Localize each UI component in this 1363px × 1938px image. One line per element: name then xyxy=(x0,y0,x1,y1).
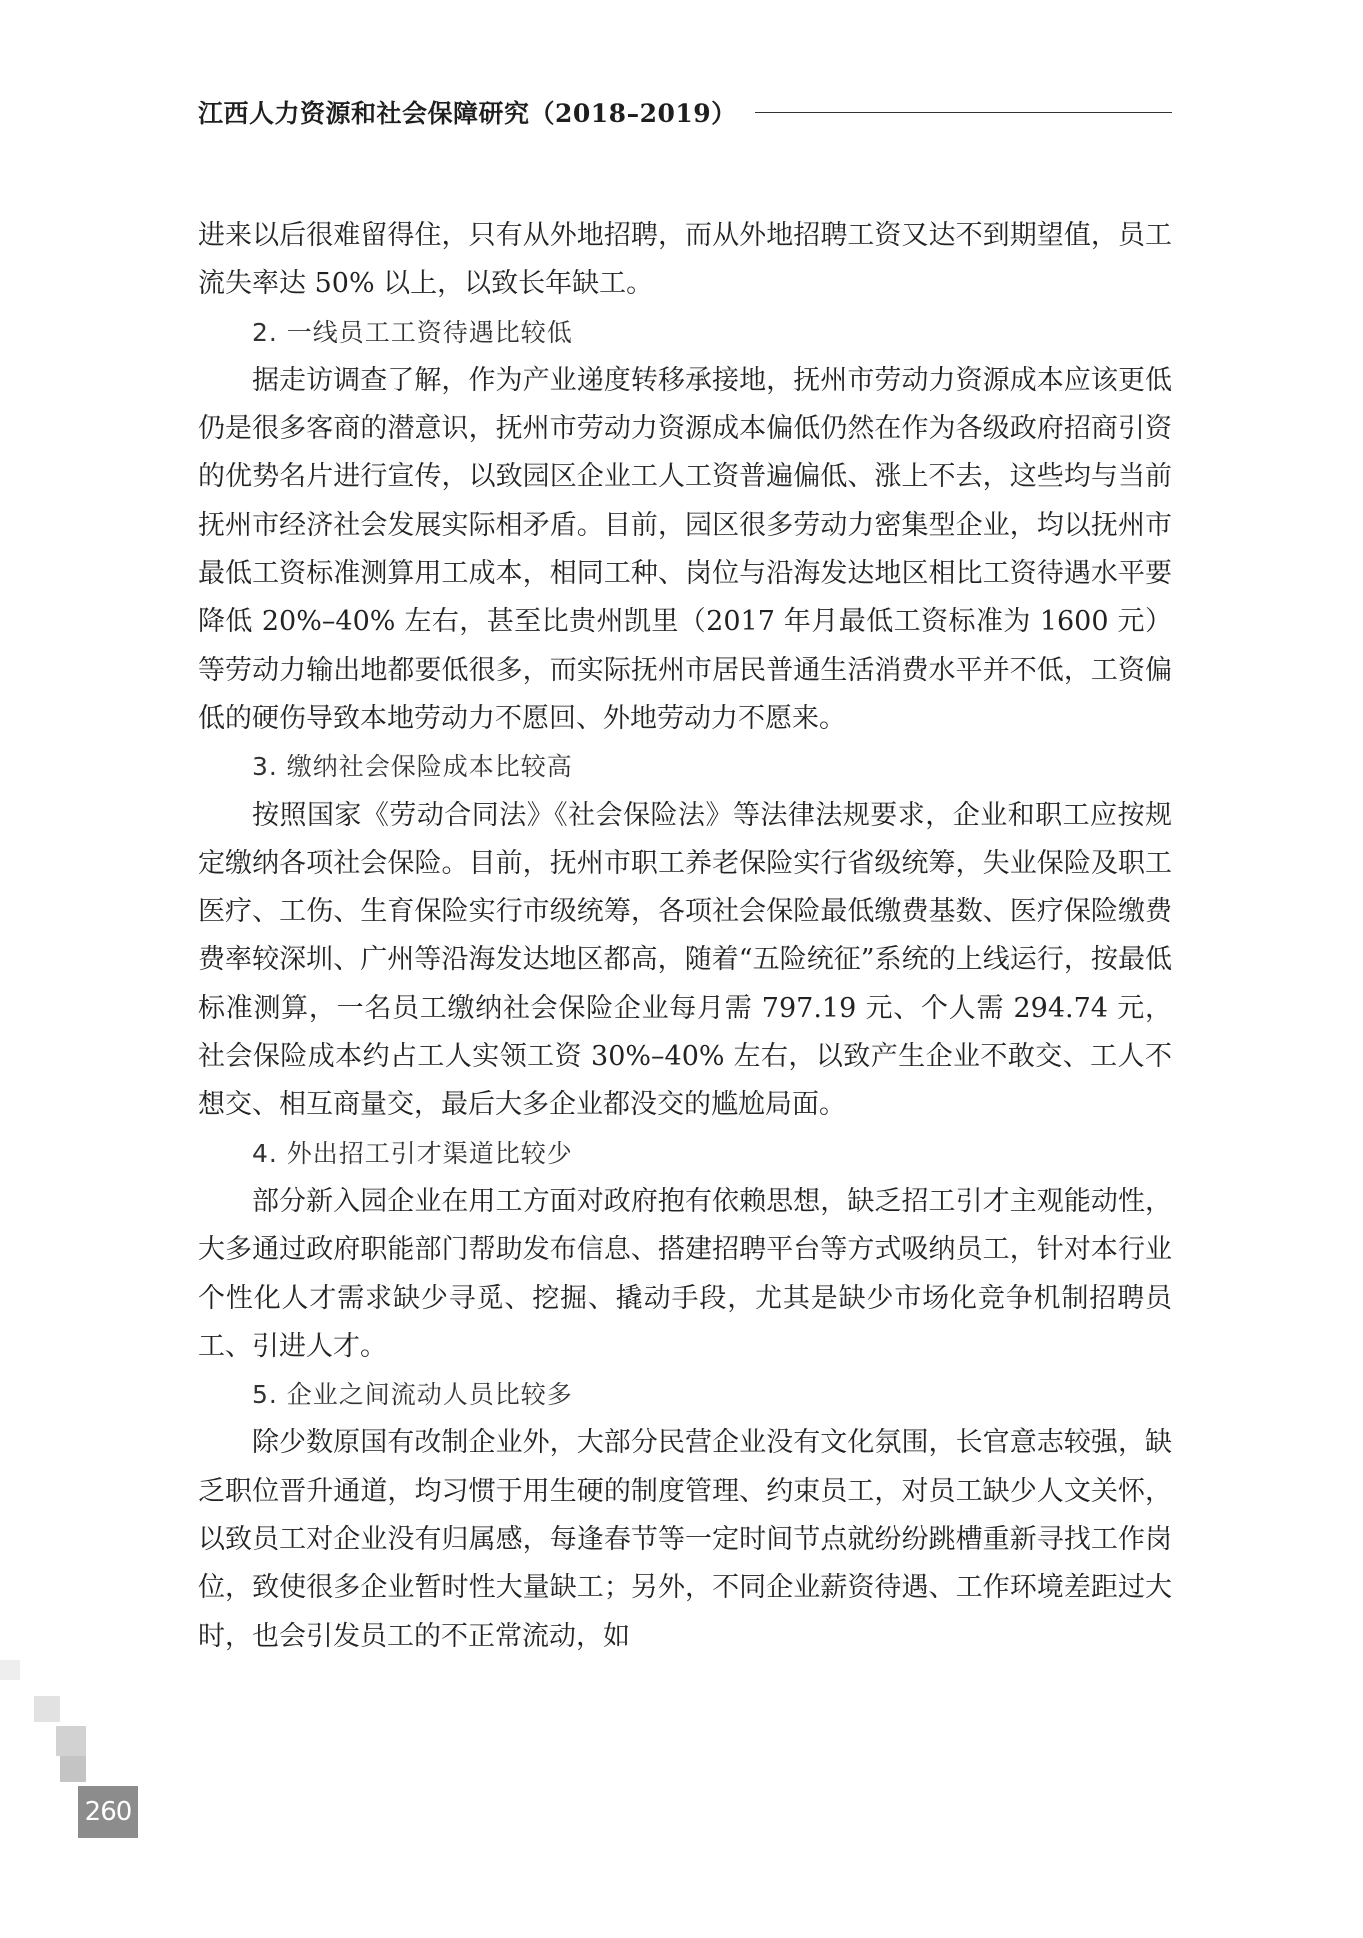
section-heading-3: 3. 缴纳社会保险成本比较高 xyxy=(252,752,573,782)
paragraph-4: 部分新入园企业在用工方面对政府抱有依赖思想，缺乏招工引才主观能动性，大多通过政府职能部门帮助发布信息、搭建招聘平台等方式吸纳员工，针对本行业个性化人才需求缺少寻觅、挖掘、撬动手段，尤其是缺少市场化竞争机制招聘员工、引进人才。 xyxy=(198,1185,1172,1362)
body-text xyxy=(198,212,1172,1661)
page-number: 260 xyxy=(78,1786,138,1838)
book-title: 江西人力资源和社会保障研究（2018–2019） xyxy=(198,99,737,128)
deco-square-2 xyxy=(34,1696,60,1722)
paragraph-2: 据走访调查了解，作为产业递度转移承接地，抚州市劳动力资源成本应该更低仍是很多客商的潜意识，抚州市劳动力资源成本偏低仍然在作为各级政府招商引资的优势名片进行宣传，以致园区企业工人工资普遍偏低、涨上不去，这些均与当前抚州市经济社会发展实际相矛盾。目前，园区很多劳动力密集型企业，均以抚州市最低工资标准测算用工成本，相同工种、岗位与沿海发达地区相比工资待遇水平要降低 20%–40% 左右，甚至比贵州凯里（2017 年月最低工资标准为 1600 元）等劳动力输出地都要低很多，而实际抚州市居民普通生活消费水平并不低，工资偏低的硬伤导致本地劳动力不愿回、外地劳动力不愿来。 xyxy=(198,364,1172,734)
deco-square-3 xyxy=(56,1726,86,1756)
section-heading-5: 5. 企业之间流动人员比较多 xyxy=(252,1380,573,1410)
paragraph-3: 按照国家《劳动合同法》《社会保险法》等法律法规要求，企业和职工应按规定缴纳各项社会保险。目前，抚州市职工养老保险实行省级统筹，失业保险及职工医疗、工伤、生育保险实行市级统筹，各项社会保险最低缴费基数、医疗保险缴费费率较深圳、广州等沿海发达地区都高，随着“五险统征”系统的上线运行，按最低标准测算，一名员工缴纳社会保险企业每月需 797.19 元、个人需 294.74 元，社会保险成本约占工人实领工资 30%–40% 左右，以致产生企业不敢交、工人不想交、相互商量交，最后大多企业都没交的尴尬局面。 xyxy=(198,799,1172,1121)
section-heading-4: 4. 外出招工引才渠道比较少 xyxy=(252,1138,573,1168)
header-rule xyxy=(755,112,1172,113)
running-header xyxy=(198,92,1172,132)
deco-square-4 xyxy=(60,1756,86,1782)
deco-square-1 xyxy=(0,1660,20,1680)
paragraph-5: 除少数原国有改制企业外，大部分民营企业没有文化氛围，长官意志较强，缺乏职位晋升通道，均习惯于用生硬的制度管理、约束员工，对员工缺少人文关怀，以致员工对企业没有归属感，每逢春节等一定时间节点就纷纷跳槽重新寻找工作岗位，致使很多企业暂时性大量缺工；另外，不同企业薪资待遇、工作环境差距过大时，也会引发员工的不正常流动，如 xyxy=(198,1427,1172,1652)
section-heading-2: 2. 一线员工工资待遇比较低 xyxy=(252,317,573,347)
paragraph-continued: 进来以后很难留得住，只有从外地招聘，而从外地招聘工资又达不到期望值，员工流失率达 50% 以上，以致长年缺工。 xyxy=(198,220,1172,300)
